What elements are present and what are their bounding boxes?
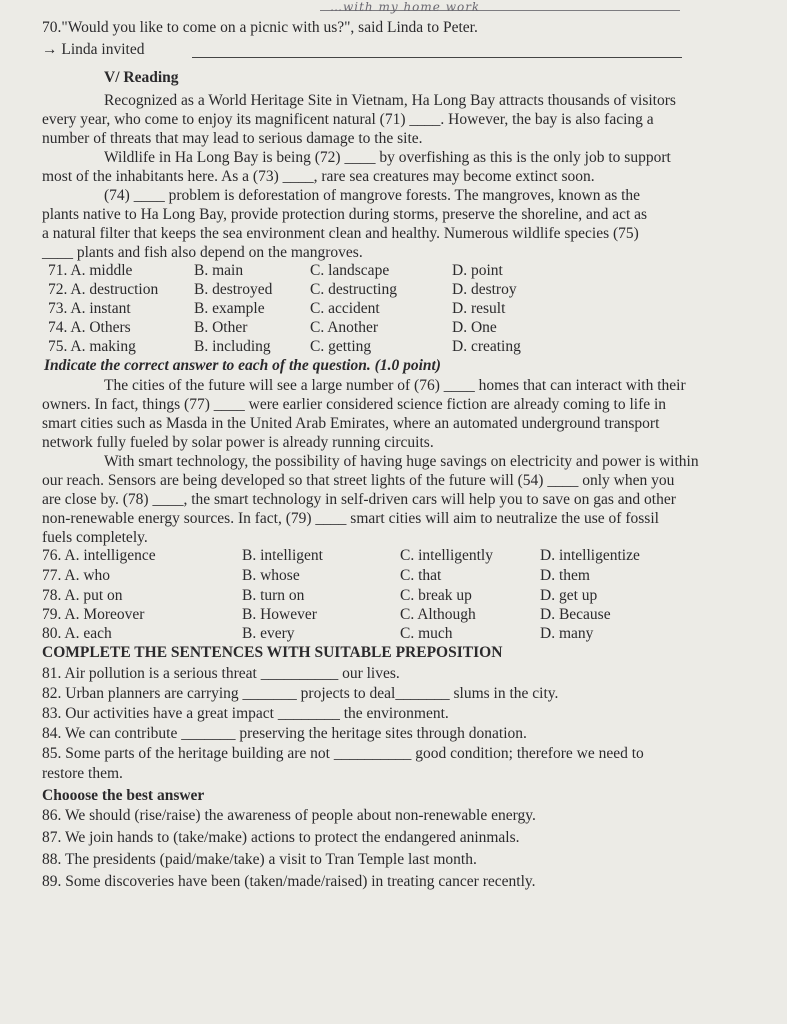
question-70-answer-prefix: → Linda invited [42, 41, 145, 58]
option[interactable]: D. creating [452, 338, 521, 355]
option[interactable]: C. that [400, 567, 442, 584]
passage2-line: With smart technology, the possibility of having huge savings on electricity and power is within [104, 453, 699, 470]
option[interactable]: D. result [452, 300, 506, 317]
preposition-heading: COMPLETE THE SENTENCES WITH SUITABLE PREPOSITION [42, 644, 503, 661]
option[interactable]: B. every [242, 625, 295, 642]
passage1-line: (74) ____ problem is deforestation of mangrove forests. The mangroves, known as the [104, 187, 641, 204]
option[interactable]: 79. A. Moreover [42, 606, 145, 623]
passage2-line: our reach. Sensors are being developed so that street lights of the future will (54) ____ only when you [42, 472, 675, 489]
option[interactable]: B. Other [194, 319, 248, 336]
option[interactable]: 72. A. destruction [48, 281, 159, 298]
passage1-line: most of the inhabitants here. As a (73) ____, rare sea creatures may become extinct soon. [42, 168, 595, 185]
choose-heading: Chooose the best answer [42, 787, 205, 804]
passage1-line: ____ plants and fish also depend on the mangroves. [42, 244, 363, 261]
passage2-line: network fully fueled by solar power is already running circuits. [42, 434, 434, 451]
option[interactable]: C. break up [400, 587, 472, 604]
option[interactable]: 73. A. instant [48, 300, 131, 317]
passage2-line: owners. In fact, things (77) ____ were earlier considered science fiction are already coming to life in [42, 396, 667, 413]
option[interactable]: C. Although [400, 606, 476, 623]
instruction-heading: Indicate the correct answer to each of the question. (1.0 point) [44, 357, 441, 374]
option[interactable]: B. whose [242, 567, 300, 584]
option[interactable]: B. including [194, 338, 271, 355]
option[interactable]: D. intelligentize [540, 547, 640, 564]
option[interactable]: 74. A. Others [48, 319, 131, 336]
option[interactable]: B. example [194, 300, 265, 317]
handwritten-note: …with my home work [330, 0, 481, 14]
option[interactable]: 75. A. making [48, 338, 136, 355]
question-86: 86. We should (rise/raise) the awareness of people about non-renewable energy. [42, 807, 536, 824]
option[interactable]: C. intelligently [400, 547, 493, 564]
passage1-line: number of threats that may lead to serious damage to the site. [42, 130, 423, 147]
option[interactable]: C. landscape [310, 262, 390, 279]
passage2-line: The cities of the future will see a large number of (76) ____ homes that can interact with their [104, 377, 686, 394]
option[interactable]: D. destroy [452, 281, 517, 298]
passage1-line: a natural filter that keeps the sea environment clean and healthy. Numerous wildlife species (75) [42, 225, 639, 242]
passage2-line: are close by. (78) ____, the smart technology in self-driven cars will help you to save on gas and other [42, 491, 676, 508]
question-70: 70."Would you like to come on a picnic with us?", said Linda to Peter. [42, 19, 478, 36]
passage1-line: Wildlife in Ha Long Bay is being (72) ____ by overfishing as this is the only job to support [104, 149, 671, 166]
option[interactable]: D. point [452, 262, 503, 279]
question-89: 89. Some discoveries have been (taken/made/raised) in treating cancer recently. [42, 873, 536, 890]
passage1-line: Recognized as a World Heritage Site in Vietnam, Ha Long Bay attracts thousands of visitors [104, 92, 676, 109]
option[interactable]: B. However [242, 606, 317, 623]
passage1-line: every year, who come to enjoy its magnificent natural (71) ____. However, the bay is also facing a [42, 111, 654, 128]
question-85-continued: restore them. [42, 765, 123, 782]
option[interactable]: D. them [540, 567, 590, 584]
option[interactable]: B. intelligent [242, 547, 323, 564]
option[interactable]: 71. A. middle [48, 262, 133, 279]
passage2-line: smart cities such as Masda in the United Arab Emirates, where an automated underground transport [42, 415, 660, 432]
question-81: 81. Air pollution is a serious threat __________ our lives. [42, 665, 400, 682]
question-83: 83. Our activities have a great impact ________ the environment. [42, 705, 449, 722]
option[interactable]: 80. A. each [42, 625, 112, 642]
option[interactable]: B. turn on [242, 587, 305, 604]
question-82: 82. Urban planners are carrying _______ projects to deal_______ slums in the city. [42, 685, 559, 702]
question-87: 87. We join hands to (take/make) actions to protect the endangered aninmals. [42, 829, 520, 846]
option[interactable]: 77. A. who [42, 567, 111, 584]
question-85: 85. Some parts of the heritage building are not __________ good condition; therefore we need to [42, 745, 644, 762]
option[interactable]: C. destructing [310, 281, 397, 298]
passage1-line: plants native to Ha Long Bay, provide protection during storms, preserve the shoreline, and act as [42, 206, 648, 223]
passage2-line: non-renewable energy sources. In fact, (79) ____ smart cities will aim to neutralize the use of fossil [42, 510, 659, 527]
option[interactable]: B. main [194, 262, 244, 279]
option[interactable]: C. getting [310, 338, 372, 355]
option[interactable]: D. get up [540, 587, 598, 604]
reading-heading: V/ Reading [104, 69, 179, 86]
option[interactable]: D. Because [540, 606, 611, 623]
option[interactable]: B. destroyed [194, 281, 273, 298]
option[interactable]: C. accident [310, 300, 380, 317]
option[interactable]: D. many [540, 625, 594, 642]
option[interactable]: C. Another [310, 319, 379, 336]
option[interactable]: 78. A. put on [42, 587, 123, 604]
question-70-answer-line[interactable] [192, 57, 682, 58]
question-88: 88. The presidents (paid/make/take) a visit to Tran Temple last month. [42, 851, 477, 868]
question-84: 84. We can contribute _______ preserving the heritage sites through donation. [42, 725, 527, 742]
option[interactable]: 76. A. intelligence [42, 547, 156, 564]
option[interactable]: C. much [400, 625, 453, 642]
option[interactable]: D. One [452, 319, 497, 336]
passage2-line: fuels completely. [42, 529, 148, 546]
